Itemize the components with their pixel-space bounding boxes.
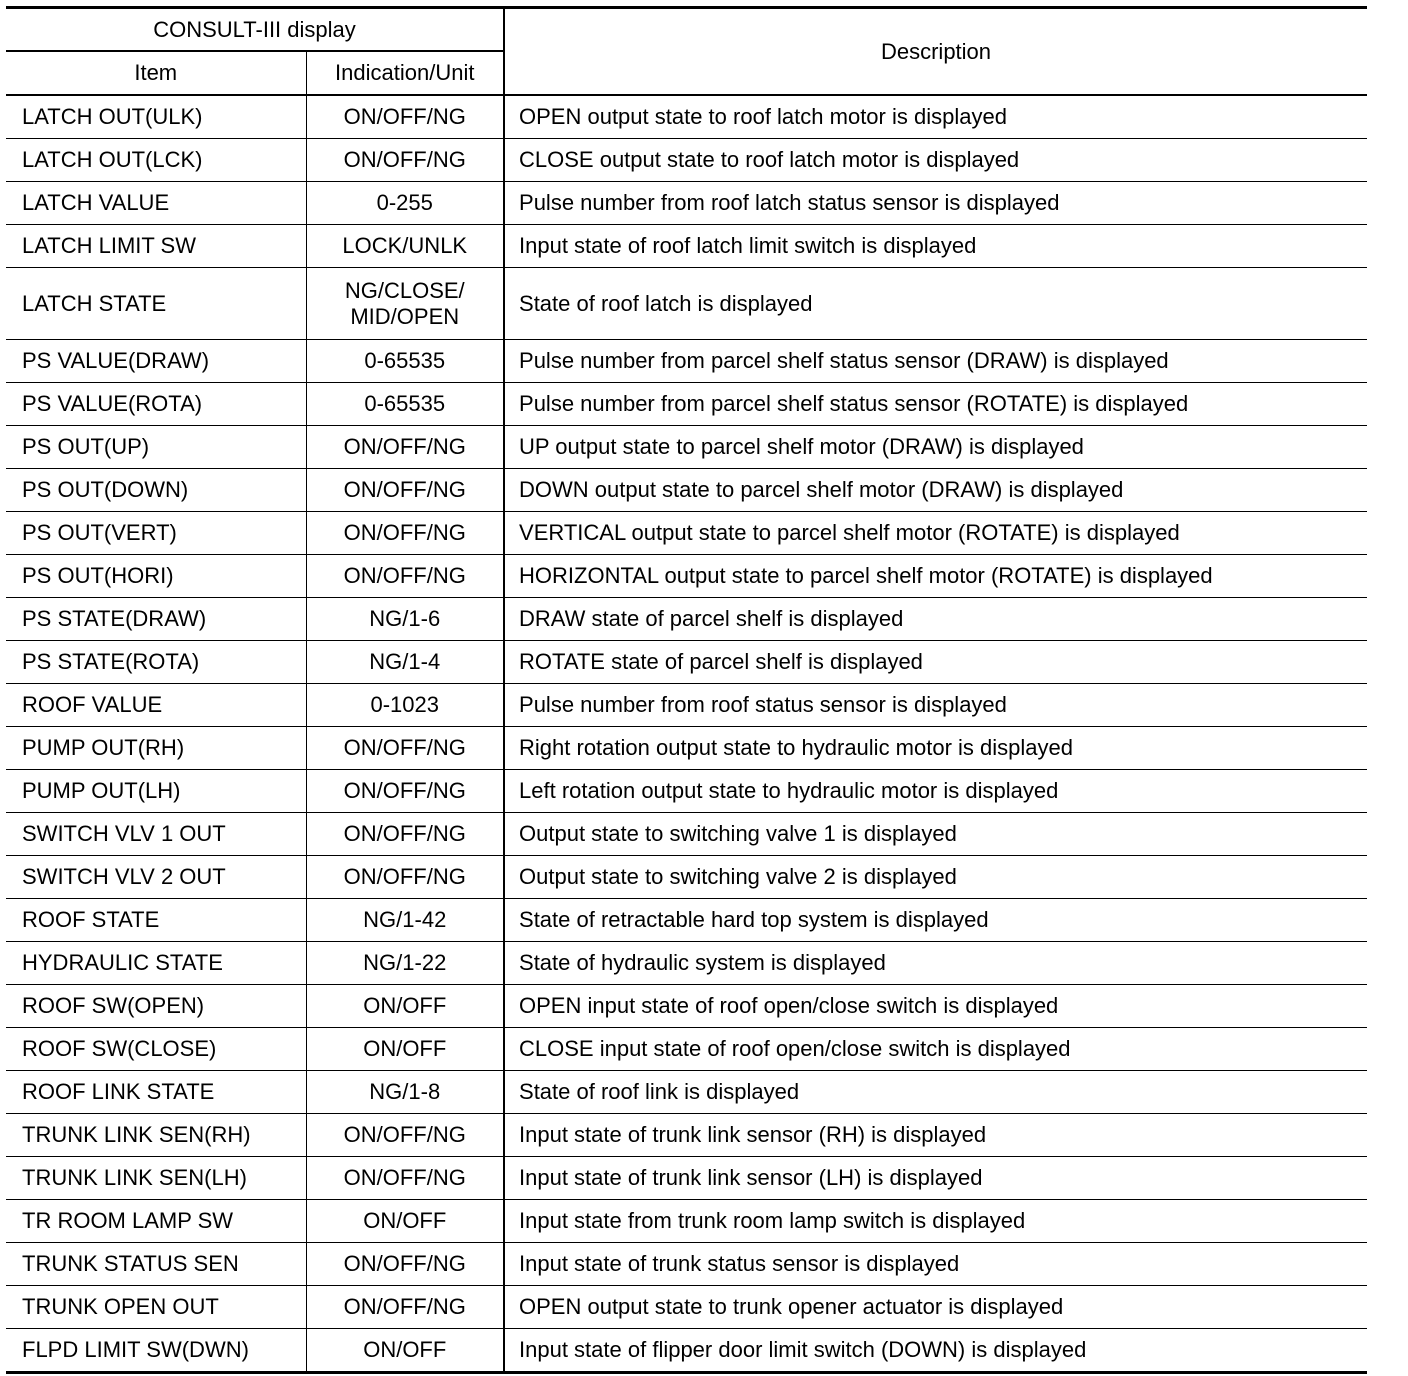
item-cell: HYDRAULIC STATE: [6, 942, 306, 985]
indication-unit-cell: ON/OFF/NG: [306, 1114, 504, 1157]
description-cell: Pulse number from roof status sensor is displayed: [504, 684, 1367, 727]
indication-unit-cell: ON/OFF/NG: [306, 813, 504, 856]
indication-unit-cell: 0-255: [306, 182, 504, 225]
consult-display-group-header: CONSULT-III display: [6, 8, 504, 52]
table-row: [6, 268, 1367, 340]
item-cell: PS STATE(ROTA): [6, 641, 306, 684]
item-cell: PS OUT(VERT): [6, 512, 306, 555]
description-cell: Pulse number from roof latch status sensor is displayed: [504, 182, 1367, 225]
table-row: [6, 1028, 1367, 1071]
table-row: [6, 182, 1367, 225]
table-row: [6, 813, 1367, 856]
description-cell: Right rotation output state to hydraulic motor is displayed: [504, 727, 1367, 770]
indication-unit-cell: ON/OFF/NG: [306, 512, 504, 555]
table-row: [6, 598, 1367, 641]
item-cell: ROOF STATE: [6, 899, 306, 942]
item-cell: TRUNK STATUS SEN: [6, 1243, 306, 1286]
indication-unit-cell: ON/OFF: [306, 1329, 504, 1373]
item-cell: PS VALUE(DRAW): [6, 340, 306, 383]
table-row: [6, 856, 1367, 899]
indication-unit-cell: NG/CLOSE/ MID/OPEN: [306, 268, 504, 340]
item-cell: PUMP OUT(RH): [6, 727, 306, 770]
indication-unit-cell: ON/OFF: [306, 1028, 504, 1071]
item-cell: TRUNK LINK SEN(LH): [6, 1157, 306, 1200]
table-row: [6, 225, 1367, 268]
description-cell: Input state of roof latch limit switch is displayed: [504, 225, 1367, 268]
table-row: [6, 899, 1367, 942]
item-cell: PS OUT(UP): [6, 426, 306, 469]
table-row: [6, 383, 1367, 426]
table-row: [6, 684, 1367, 727]
table-header: [6, 8, 1367, 96]
description-cell: Pulse number from parcel shelf status sensor (ROTATE) is displayed: [504, 383, 1367, 426]
description-cell: CLOSE input state of roof open/close switch is displayed: [504, 1028, 1367, 1071]
table-row: [6, 727, 1367, 770]
description-cell: Input state of trunk link sensor (LH) is displayed: [504, 1157, 1367, 1200]
item-cell: LATCH STATE: [6, 268, 306, 340]
description-cell: DOWN output state to parcel shelf motor (DRAW) is displayed: [504, 469, 1367, 512]
indication-unit-cell: ON/OFF/NG: [306, 1157, 504, 1200]
table-row: [6, 469, 1367, 512]
indication-unit-cell: ON/OFF/NG: [306, 1243, 504, 1286]
indication-unit-cell: 0-65535: [306, 383, 504, 426]
indication-unit-cell: NG/1-6: [306, 598, 504, 641]
consult-data-table: [6, 6, 1367, 1374]
description-cell: State of hydraulic system is displayed: [504, 942, 1367, 985]
indication-unit-cell: ON/OFF/NG: [306, 469, 504, 512]
item-cell: ROOF SW(CLOSE): [6, 1028, 306, 1071]
indication-unit-cell: ON/OFF/NG: [306, 856, 504, 899]
table-body: [6, 95, 1367, 1373]
table-row: [6, 1329, 1367, 1373]
table-row: [6, 1243, 1367, 1286]
item-cell: PS OUT(DOWN): [6, 469, 306, 512]
indication-unit-cell: NG/1-42: [306, 899, 504, 942]
table-row: [6, 1157, 1367, 1200]
description-cell: Output state to switching valve 2 is displayed: [504, 856, 1367, 899]
item-cell: PS VALUE(ROTA): [6, 383, 306, 426]
description-cell: Input state of trunk link sensor (RH) is displayed: [504, 1114, 1367, 1157]
description-cell: Input state from trunk room lamp switch is displayed: [504, 1200, 1367, 1243]
description-cell: Pulse number from parcel shelf status sensor (DRAW) is displayed: [504, 340, 1367, 383]
item-cell: ROOF VALUE: [6, 684, 306, 727]
item-cell: TRUNK LINK SEN(RH): [6, 1114, 306, 1157]
description-cell: Input state of flipper door limit switch (DOWN) is displayed: [504, 1329, 1367, 1373]
description-cell: ROTATE state of parcel shelf is displayed: [504, 641, 1367, 684]
indication-unit-cell: NG/1-8: [306, 1071, 504, 1114]
table-row: [6, 1286, 1367, 1329]
table-row: [6, 1200, 1367, 1243]
description-cell: Output state to switching valve 1 is displayed: [504, 813, 1367, 856]
indication-unit-cell: 0-65535: [306, 340, 504, 383]
description-cell: State of roof link is displayed: [504, 1071, 1367, 1114]
item-cell: ROOF SW(OPEN): [6, 985, 306, 1028]
description-cell: UP output state to parcel shelf motor (DRAW) is displayed: [504, 426, 1367, 469]
table-row: [6, 512, 1367, 555]
item-cell: LATCH LIMIT SW: [6, 225, 306, 268]
item-cell: ROOF LINK STATE: [6, 1071, 306, 1114]
indication-unit-cell: ON/OFF/NG: [306, 727, 504, 770]
item-cell: SWITCH VLV 2 OUT: [6, 856, 306, 899]
item-cell: TR ROOM LAMP SW: [6, 1200, 306, 1243]
indication-unit-cell: ON/OFF: [306, 1200, 504, 1243]
table-row: [6, 1071, 1367, 1114]
indication-unit-cell: ON/OFF/NG: [306, 426, 504, 469]
description-cell: VERTICAL output state to parcel shelf motor (ROTATE) is displayed: [504, 512, 1367, 555]
indication-unit-cell: ON/OFF/NG: [306, 95, 504, 139]
indication-unit-cell: ON/OFF/NG: [306, 1286, 504, 1329]
header-row-top: [6, 8, 1367, 52]
description-cell: DRAW state of parcel shelf is displayed: [504, 598, 1367, 641]
indication-unit-cell: ON/OFF/NG: [306, 770, 504, 813]
description-cell: State of retractable hard top system is displayed: [504, 899, 1367, 942]
description-cell: OPEN output state to roof latch motor is displayed: [504, 95, 1367, 139]
table-row: [6, 139, 1367, 182]
item-cell: PS OUT(HORI): [6, 555, 306, 598]
indication-unit-column-header: Indication/Unit: [306, 51, 504, 95]
item-cell: LATCH OUT(LCK): [6, 139, 306, 182]
description-cell: HORIZONTAL output state to parcel shelf motor (ROTATE) is displayed: [504, 555, 1367, 598]
description-cell: Input state of trunk status sensor is displayed: [504, 1243, 1367, 1286]
indication-unit-cell: 0-1023: [306, 684, 504, 727]
indication-unit-cell: ON/OFF: [306, 985, 504, 1028]
item-cell: FLPD LIMIT SW(DWN): [6, 1329, 306, 1373]
item-cell: LATCH VALUE: [6, 182, 306, 225]
item-cell: SWITCH VLV 1 OUT: [6, 813, 306, 856]
description-cell: OPEN output state to trunk opener actuator is displayed: [504, 1286, 1367, 1329]
indication-unit-cell: LOCK/UNLK: [306, 225, 504, 268]
table-row: [6, 426, 1367, 469]
item-cell: PS STATE(DRAW): [6, 598, 306, 641]
table-row: [6, 555, 1367, 598]
table-row: [6, 1114, 1367, 1157]
description-cell: Left rotation output state to hydraulic motor is displayed: [504, 770, 1367, 813]
item-cell: TRUNK OPEN OUT: [6, 1286, 306, 1329]
table-row: [6, 942, 1367, 985]
item-column-header: Item: [6, 51, 306, 95]
description-cell: CLOSE output state to roof latch motor is displayed: [504, 139, 1367, 182]
indication-unit-cell: NG/1-4: [306, 641, 504, 684]
indication-unit-cell: NG/1-22: [306, 942, 504, 985]
indication-unit-cell: ON/OFF/NG: [306, 555, 504, 598]
table-row: [6, 985, 1367, 1028]
table-row: [6, 95, 1367, 139]
indication-unit-cell: ON/OFF/NG: [306, 139, 504, 182]
description-column-header: Description: [504, 8, 1367, 96]
item-cell: PUMP OUT(LH): [6, 770, 306, 813]
table-row: [6, 340, 1367, 383]
description-cell: OPEN input state of roof open/close switch is displayed: [504, 985, 1367, 1028]
table-row: [6, 641, 1367, 684]
item-cell: LATCH OUT(ULK): [6, 95, 306, 139]
description-cell: State of roof latch is displayed: [504, 268, 1367, 340]
table-row: [6, 770, 1367, 813]
